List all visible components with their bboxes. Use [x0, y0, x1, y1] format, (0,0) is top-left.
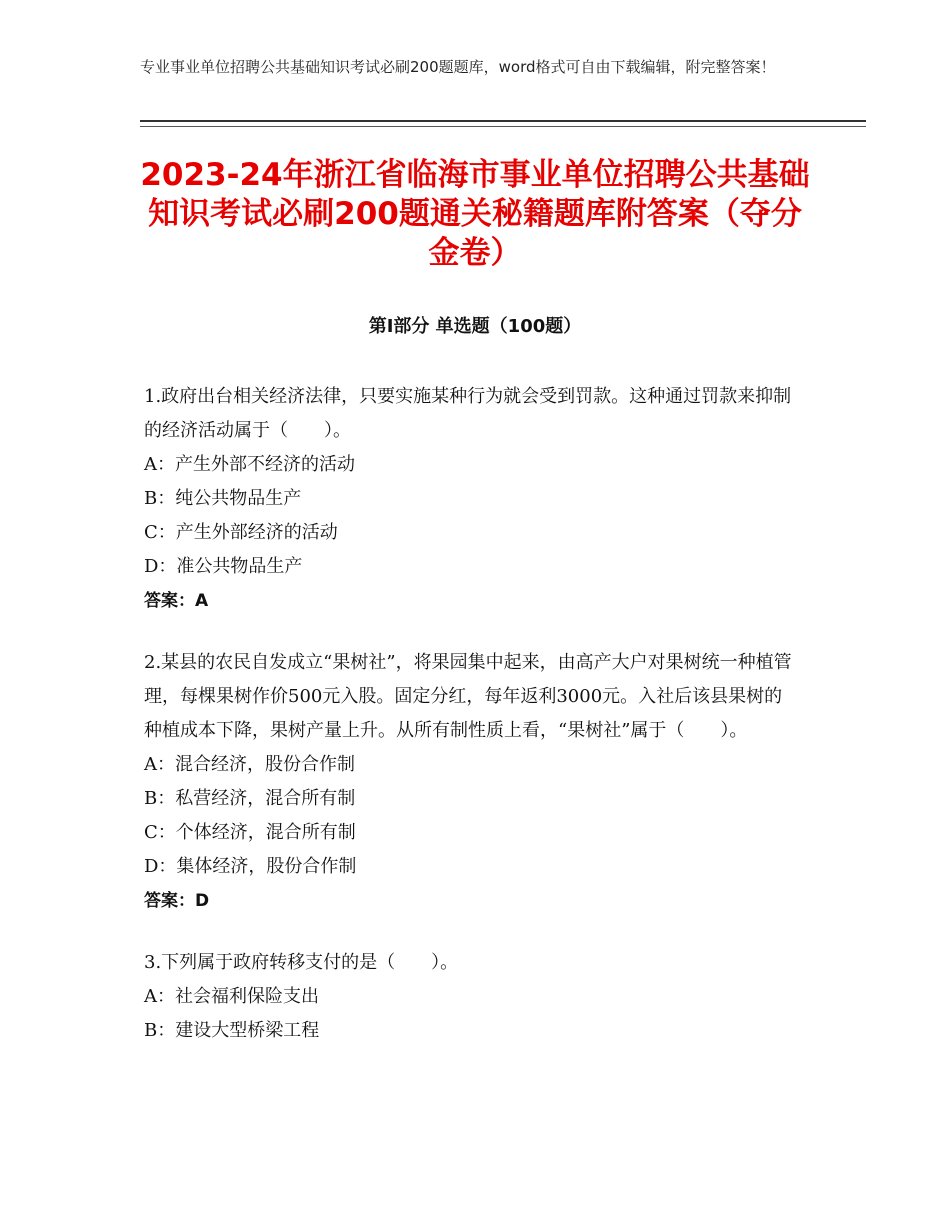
question-1: [144, 380, 800, 618]
option-d: D：准公共物品生产: [144, 556, 303, 577]
option-b: B：纯公共物品生产: [144, 488, 302, 509]
option-a: A：社会福利保险支出: [144, 986, 319, 1007]
question-2: [144, 646, 800, 918]
header-note: 专业事业单位招聘公共基础知识考试必刷200题题库，word格式可自由下载编辑，附完整答案！: [140, 58, 776, 76]
header-rule-thick: [140, 120, 866, 122]
question-stem: 2.某县的农民自发成立“果树社”，将果园集中起来，由高产大户对果树统一种植管理，每棵果树作价500元入股。固定分红，每年返利3000元。入社后该县果树的种植成本下降，果树产量上升。从所有制性质上看，“果树社”属于（ ）。: [144, 652, 792, 741]
question-list: [144, 380, 800, 1076]
section-heading: 第Ⅰ部分 单选题（100题）: [368, 316, 582, 337]
option-a: A：混合经济，股份合作制: [144, 754, 355, 775]
header-rule-thin: [140, 126, 866, 127]
option-c: C：个体经济，混合所有制: [144, 822, 356, 843]
document-title: 2023-24年浙江省临海市事业单位招聘公共基础知识考试必刷200题通关秘籍题库附答案（夺分金卷）: [140, 157, 810, 271]
option-d: D：集体经济，股份合作制: [144, 856, 357, 877]
option-b: B：建设大型桥梁工程: [144, 1020, 320, 1041]
answer-label: 答案：A: [144, 591, 209, 611]
question-stem: 1.政府出台相关经济法律，只要实施某种行为就会受到罚款。这种通过罚款来抑制的经济活动属于（ ）。: [144, 386, 792, 441]
option-c: C：产生外部经济的活动: [144, 522, 338, 543]
answer-label: 答案：D: [144, 891, 210, 911]
question-3: [144, 946, 800, 1048]
question-stem: 3.下列属于政府转移支付的是（ ）。: [144, 952, 459, 973]
option-b: B：私营经济，混合所有制: [144, 788, 356, 809]
option-a: A：产生外部不经济的活动: [144, 454, 355, 475]
